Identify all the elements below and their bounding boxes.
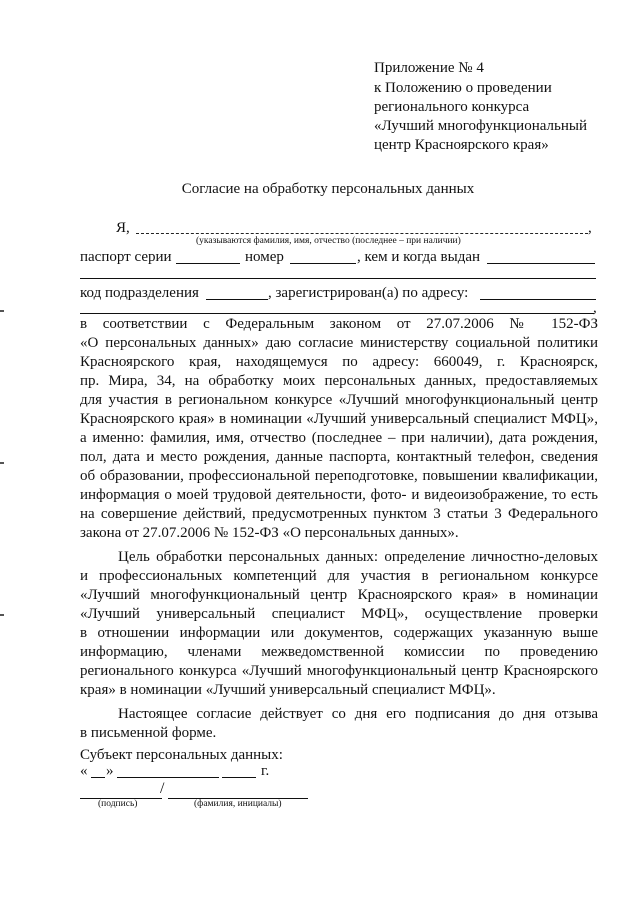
fio-hint: (указываются фамилия, имя, отчество (последнее – при наличии) bbox=[196, 236, 461, 246]
division-code-label: код подразделения bbox=[80, 285, 199, 301]
month-field[interactable] bbox=[117, 777, 219, 778]
scan-mark bbox=[0, 462, 4, 464]
ya-label: Я, bbox=[116, 220, 130, 236]
issued-by-field[interactable] bbox=[487, 263, 595, 264]
passport-series-field[interactable] bbox=[176, 263, 240, 264]
date-close-quote: » bbox=[106, 763, 114, 779]
p1-last-line: закона от 27.07.2006 № 152-ФЗ «О персональных данных». bbox=[80, 525, 459, 541]
p1-line: информация о моей трудовой деятельности, фото- и видеоизображение, то есть bbox=[80, 487, 598, 503]
p1-line: Красноярского края, находящемуся по адресу: 660049, г. Красноярск, bbox=[80, 354, 598, 370]
p3-last-line: в письменной форме. bbox=[80, 725, 217, 741]
appendix-line-2: к Положению о проведении bbox=[374, 80, 552, 96]
appendix-line-4: «Лучший многофункциональный bbox=[374, 118, 587, 134]
p2-line: Цель обработки персональных данных: определение личностно-деловых bbox=[118, 549, 598, 565]
p2-line: регионального конкурса «Лучший многофункциональный центр Красноярского bbox=[80, 663, 598, 679]
p3-line: Настоящее согласие действует со дня его подписания до дня отзыва bbox=[118, 706, 598, 722]
p1-line: пол, дата и место рождения, данные паспорта, контактный телефон, сведения bbox=[80, 449, 598, 465]
appendix-line-5: центр Красноярского края» bbox=[374, 137, 549, 153]
scan-mark bbox=[0, 310, 4, 312]
appendix-line-3: регионального конкурса bbox=[374, 99, 530, 115]
p2-last-line: края» в номинации «Лучший универсальный специалист МФЦ». bbox=[80, 682, 496, 698]
p1-line: для участия в региональном конкурсе «Лучший многофункциональный центр bbox=[80, 392, 598, 408]
scan-mark bbox=[0, 614, 4, 616]
division-code-field[interactable] bbox=[206, 299, 268, 300]
document-title: Согласие на обработку персональных данных bbox=[181, 181, 475, 197]
year-field[interactable] bbox=[222, 777, 256, 778]
p2-line: в отношении информации или документов, содержащих указанную выше bbox=[80, 625, 598, 641]
signature-slash: / bbox=[160, 780, 165, 797]
p1-line: пр. Мира, 34, на обработку моих персональных данных, предоставляемых bbox=[80, 373, 598, 389]
year-suffix: г. bbox=[261, 763, 270, 779]
address-comma: , bbox=[593, 300, 597, 316]
registered-label: , зарегистрирован(а) по адресу: bbox=[268, 285, 469, 301]
p2-line: «Лучший универсальный специалист МФЦ», осуществление проверки bbox=[80, 606, 598, 622]
p2-line: информацию, членами межведомственной комиссии по проведению bbox=[80, 644, 598, 660]
p1-line: в соответствии с Федеральным законом от 27.07.2006 № 152-ФЗ bbox=[80, 316, 598, 332]
day-field[interactable] bbox=[91, 777, 105, 778]
name-initials-hint: (фамилия, инициалы) bbox=[194, 799, 282, 809]
subject-label: Субъект персональных данных: bbox=[80, 747, 283, 763]
p1-line: а именно: фамилия, имя, отчество (последнее – при наличии), дата рождения, bbox=[80, 430, 598, 446]
p2-line: «Лучший многофункциональный центр Красноярского края» в номинации bbox=[80, 587, 598, 603]
p1-line: Красноярского края» в номинации «Лучший универсальный специалист МФЦ», bbox=[80, 411, 598, 427]
appendix-line-1: Приложение № 4 bbox=[374, 60, 484, 76]
passport-series-label: паспорт серии bbox=[80, 249, 172, 265]
fio-comma: , bbox=[588, 220, 592, 236]
fio-input-line[interactable] bbox=[136, 233, 588, 234]
date-open-quote: « bbox=[80, 763, 88, 779]
signature-hint: (подпись) bbox=[98, 799, 138, 809]
address-field[interactable] bbox=[480, 299, 596, 300]
issued-by-continuation-line[interactable] bbox=[80, 278, 596, 279]
passport-number-label: номер bbox=[245, 249, 284, 265]
passport-number-field[interactable] bbox=[290, 263, 356, 264]
p1-line: об образовании, профессиональной переподготовке, повышении квалификации, bbox=[80, 468, 598, 484]
p1-line: «О персональных данных» даю согласие министерству социальной политики bbox=[80, 335, 598, 351]
p2-line: и профессиональных компетенций для участия в региональном конкурсе bbox=[80, 568, 598, 584]
p1-line: на совершение действий, предусмотренных пунктом 3 статьи 3 Федерального bbox=[80, 506, 598, 522]
issued-by-label: , кем и когда выдан bbox=[357, 249, 481, 265]
address-continuation-line[interactable] bbox=[80, 313, 594, 314]
